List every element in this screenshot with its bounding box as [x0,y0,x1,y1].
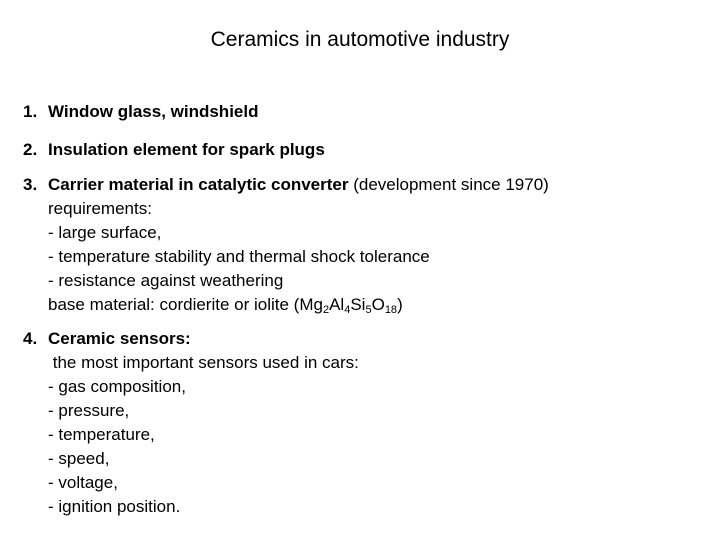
formula-element: Mg [299,295,323,314]
item-line: - resistance against weathering [48,271,284,290]
list-item-catalytic-converter [23,173,703,317]
item-heading: Insulation element for spark plugs [48,140,325,159]
item-line: - temperature stability and thermal shock tolerance [48,247,430,266]
item-line: - temperature, [48,425,155,444]
formula-element: Si [350,295,366,314]
page-title: Ceramics in automotive industry [210,28,510,51]
item-line: requirements: [48,199,152,218]
item-heading: Ceramic sensors: [48,329,191,348]
list-number: 3. [23,175,38,194]
formula-subscript: 2 [322,304,330,316]
item-heading: Window glass, windshield [48,102,259,121]
formula-subscript: 5 [365,304,372,316]
list-item-spark-plugs [23,138,703,162]
item-line: - large surface, [48,223,162,242]
item-heading: Carrier material in catalytic converter [48,175,349,194]
item-line: the most important sensors used in cars: [48,353,359,372]
formula-subscript: 18 [384,304,398,316]
formula-element: Al [329,295,345,314]
base-material-close: ) [397,295,403,314]
list-item-window-glass [23,100,703,124]
item-line: - speed, [48,449,110,468]
item-line: - gas composition, [48,377,186,396]
formula-element: O [371,295,385,314]
base-material-line [48,293,703,317]
formula-subscript: 4 [344,304,351,316]
numbered-list [23,100,703,519]
list-item-ceramic-sensors [23,327,703,519]
item-line: - pressure, [48,401,130,420]
item-line: - voltage, [48,473,118,492]
list-number: 4. [23,329,38,348]
base-material-text: base material: cordierite or iolite ( [48,295,300,314]
item-line: - ignition position. [48,497,181,516]
item-heading-note: (development since 1970) [348,175,549,194]
list-number: 1. [23,102,38,121]
list-number: 2. [23,140,38,159]
